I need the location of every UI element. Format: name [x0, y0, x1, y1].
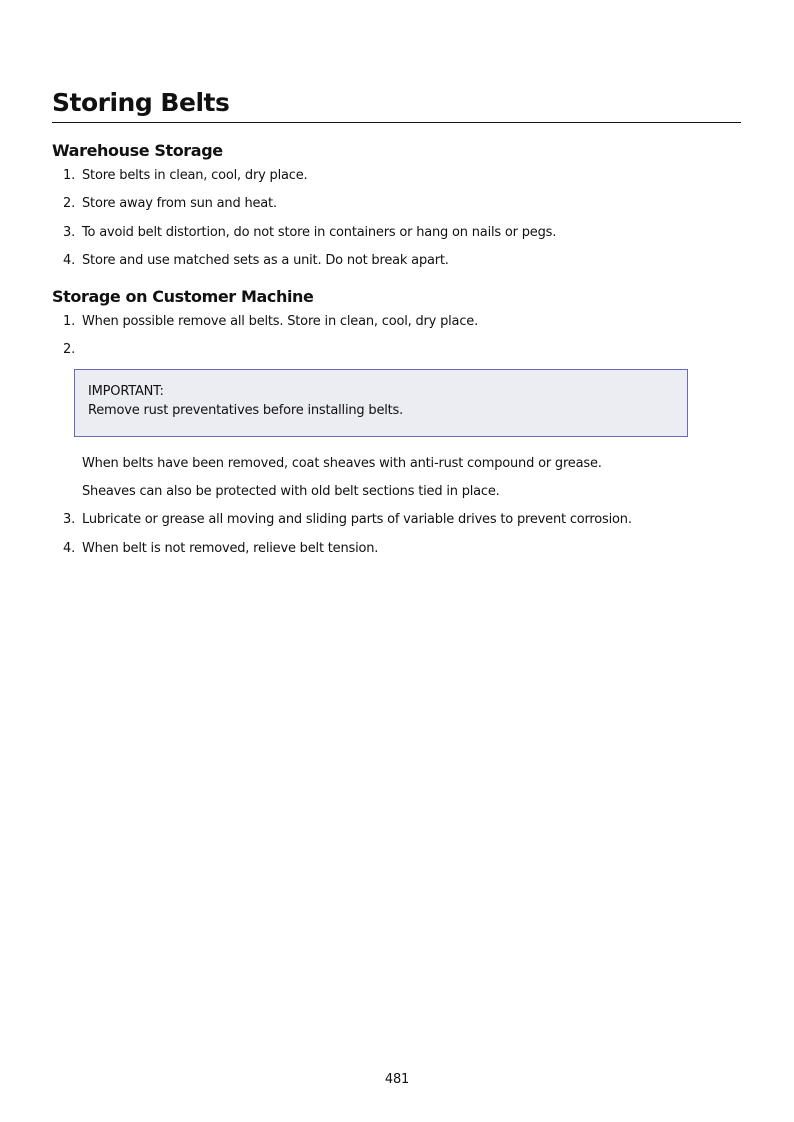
step-text: To avoid belt distortion, do not store in containers or hang on nails or pegs. — [82, 224, 557, 240]
list-item — [52, 162, 741, 190]
important-callout — [74, 369, 688, 437]
step-text: Store away from sun and heat. — [82, 196, 277, 212]
callout-text: Remove rust preventatives before installing belts. — [88, 402, 404, 418]
step-text: Lubricate or grease all moving and sliding parts of variable drives to prevent corrosion. — [82, 512, 632, 528]
warehouse-storage-steps — [52, 162, 741, 275]
customer-machine-steps — [52, 308, 741, 365]
step-number: 2. — [63, 342, 76, 358]
section-heading-storage-on-customer-machine: Storage on Customer Machine — [52, 287, 314, 307]
list-item — [52, 535, 741, 563]
page-title: Storing Belts — [52, 86, 741, 123]
list-item — [52, 219, 741, 247]
step-number: 2. — [63, 196, 76, 212]
step-number: 3. — [63, 512, 76, 528]
step-number: 4. — [63, 252, 76, 268]
step-text-empty — [82, 342, 86, 357]
step-number: 4. — [63, 540, 76, 556]
step-text: When possible remove all belts. Store in clean, cool, dry place. — [82, 314, 479, 330]
customer-machine-steps-continued — [52, 506, 741, 563]
list-item — [52, 336, 741, 364]
callout-label: IMPORTANT: — [88, 383, 164, 399]
list-item — [52, 247, 741, 275]
list-item — [52, 308, 741, 336]
step-number: 1. — [63, 168, 76, 183]
step-paragraph: When belts have been removed, coat sheaves with anti-rust compound or grease. — [82, 455, 602, 471]
step-number: 1. — [63, 314, 76, 330]
list-item — [52, 190, 741, 218]
step-number: 3. — [63, 224, 76, 240]
step-text: Store and use matched sets as a unit. Do not break apart. — [82, 252, 449, 268]
document-page — [52, 86, 741, 563]
section-heading-warehouse-storage: Warehouse Storage — [52, 141, 223, 160]
page-number: 481 — [384, 1072, 410, 1087]
list-item — [52, 506, 741, 534]
step-text: Store belts in clean, cool, dry place. — [82, 168, 308, 183]
step-paragraph: Sheaves can also be protected with old belt sections tied in place. — [82, 484, 500, 500]
step-text: When belt is not removed, relieve belt tension. — [82, 540, 379, 556]
